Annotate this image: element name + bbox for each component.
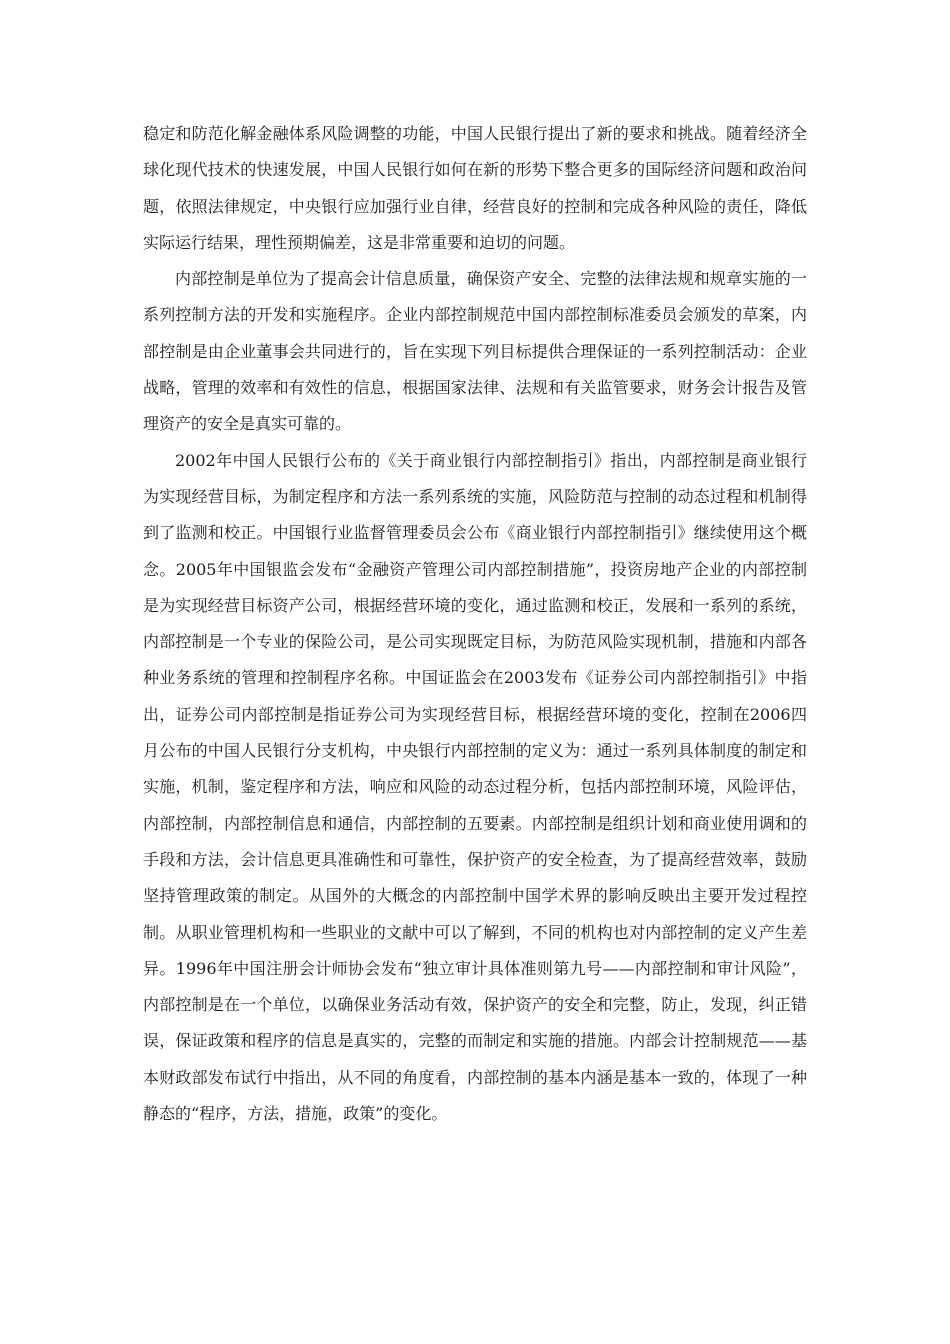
- paragraph-1: 稳定和防范化解金融体系风险调整的功能，中国人民银行提出了新的要求和挑战。随着经济全球化现代技术的快速发展，中国人民银行如何在新的形势下整合更多的国际经济问题和政治问题，依照法律规定，中央银行应加强行业自律，经营良好的控制和完成各种风险的责任，降低实际运行结果，理性预期偏差，这是非常重要和迫切的问题。: [143, 124, 807, 252]
- paragraph-2: 内部控制是单位为了提高会计信息质量，确保资产安全、完整的法律法规和规章实施的一系列控制方法的开发和实施程序。企业内部控制规范中国内部控制标准委员会颁发的草案，内部控制是由企业董事会共同进行的，旨在实现下列目标提供合理保证的一系列控制活动：企业战略，管理的效率和有效性的信息，根据国家法律、法规和有关监管要求，财务会计报告及管理资产的安全是真实可靠的。: [143, 269, 807, 434]
- document-body: [143, 116, 807, 1132]
- paragraph-3: 2002年中国人民银行公布的《关于商业银行内部控制指引》指出，内部控制是商业银行为实现经营目标，为制定程序和方法一系列系统的实施，风险防范与控制的动态过程和机制得到了监测和校正。中国银行业监督管理委员会公布《商业银行内部控制指引》继续使用这个概念。2005年中国银监会发布“金融资产管理公司内部控制措施”，投资房地产企业的内部控制是为实现经营目标资产公司，根据经营环境的变化，通过监测和校正，发展和一系列的系统，内部控制是一个专业的保险公司，是公司实现既定目标，为防范风险实现机制，措施和内部各种业务系统的管理和控制程序名称。中国证监会在2003发布《证券公司内部控制指引》中指出，证券公司内部控制是指证券公司为实现经营目标，根据经营环境的变化，控制在2006四月公布的中国人民银行分支机构，中央银行内部控制的定义为：通过一系列具体制度的制定和实施，机制，鉴定程序和方法，响应和风险的动态过程分析，包括内部控制环境，风险评估，内部控制，内部控制信息和通信，内部控制的五要素。内部控制是组织计划和商业使用调和的手段和方法，会计信息更具准确性和可靠性，保护资产的安全检查，为了提高经营效率，鼓励坚持管理政策的制定。从国外的大概念的内部控制中国学术界的影响反映出主要开发过程控制。从职业管理机构和一些职业的文献中可以了解到，不同的机构也对内部控制的定义产生差异。1996年中国注册会计师协会发布“独立审计具体准则第九号——内部控制和审计风险”，内部控制是在一个单位，以确保业务活动有效，保护资产的安全和完整，防止，发现，纠正错误，保证政策和程序的信息是真实的，完整的而制定和实施的措施。内部会计控制规范——基本财政部发布试行中指出，从不同的角度看，内部控制的基本内涵是基本一致的，体现了一种静态的“程序，方法，措施，政策”的变化。: [143, 450, 807, 1124]
